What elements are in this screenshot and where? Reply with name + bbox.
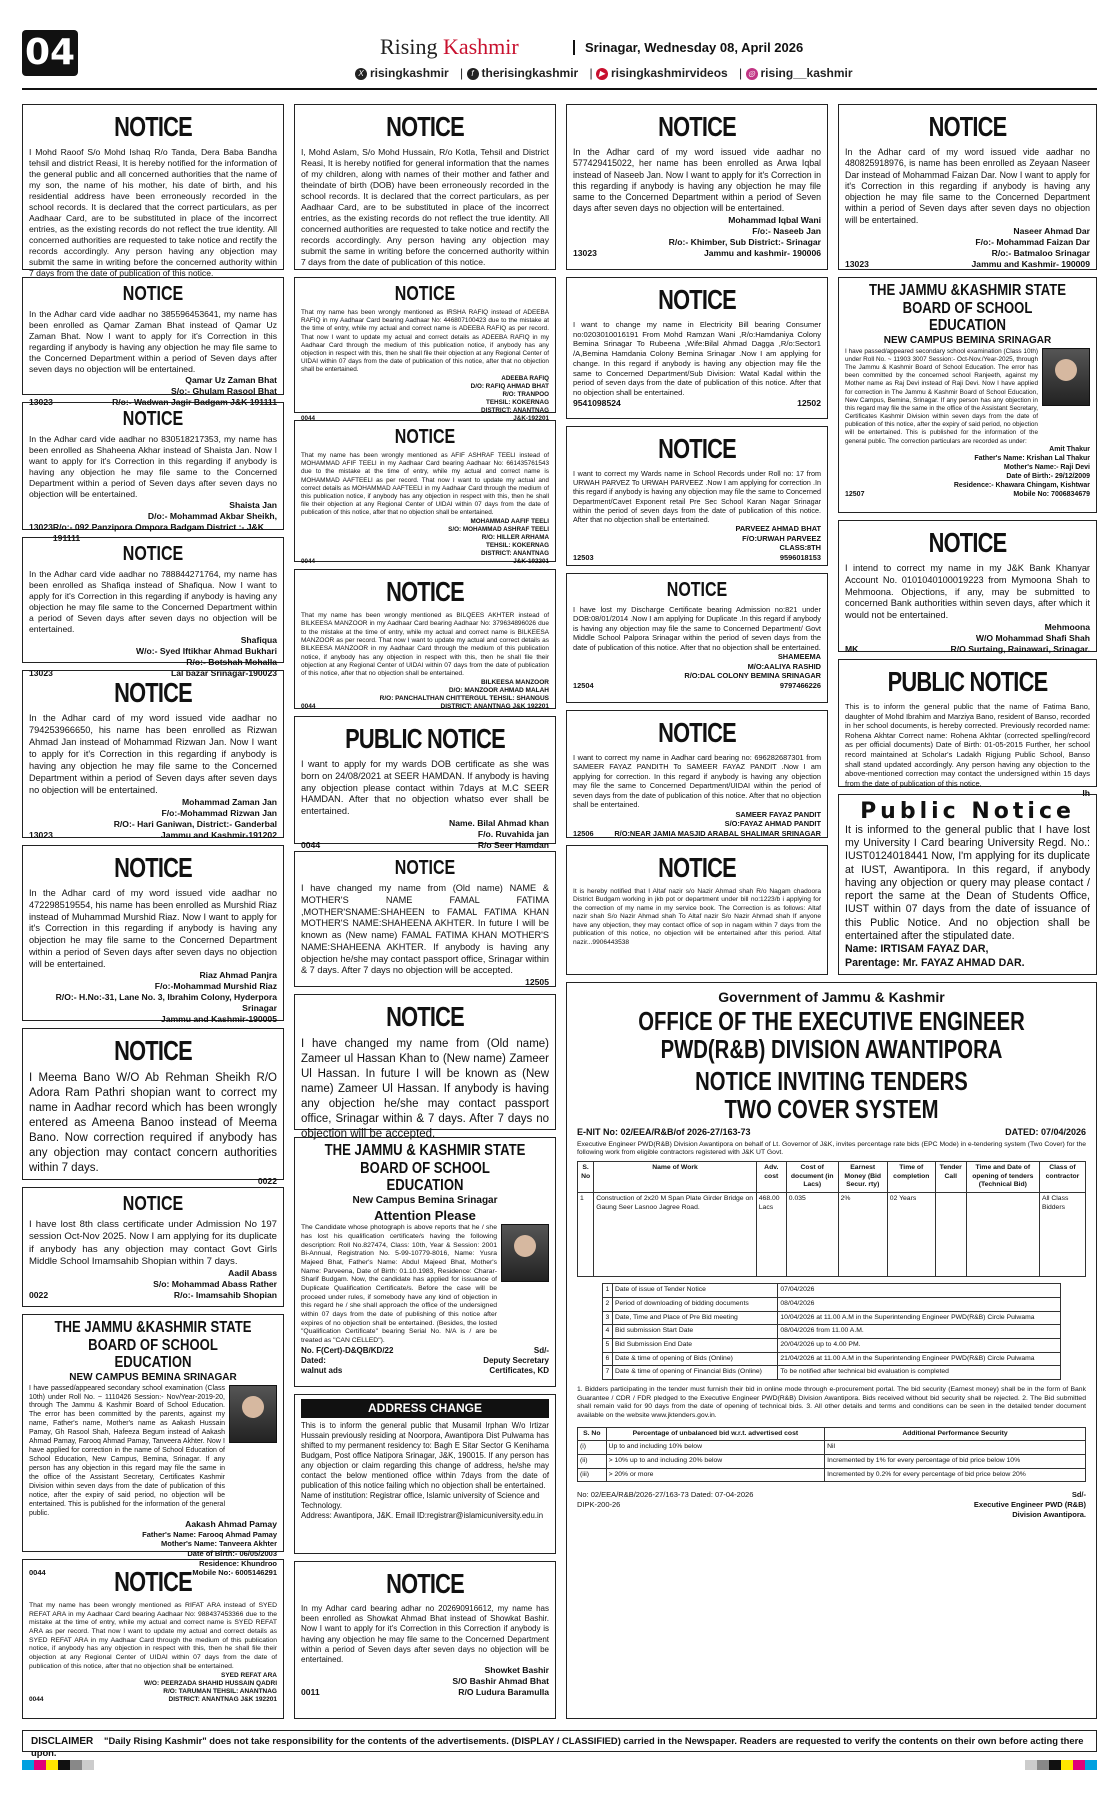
signature-line: Executive Engineer PWD (R&B) — [973, 1500, 1086, 1510]
social-x[interactable]: X risingkashmir — [355, 66, 449, 80]
notice-18 — [294, 851, 556, 987]
header-rule — [22, 88, 1097, 90]
table-row: 2 Period of downloading of bidding documents 08/04/2026 — [603, 1297, 1060, 1311]
tender-title: NOTICE INVITING TENDERS — [695, 1066, 968, 1097]
notice-title: NOTICE — [658, 111, 736, 142]
notice-title: NOTICE — [394, 426, 456, 448]
notice-body: I have passed/appeared secondary school examination (Class 10th) under Roll No. ~ 11903 3007 Session:- Oct-Nov./Year-2025, through The Jammu & Kashmir Board of School Education. The error has been committed by the concerned school Ranjeeth, against my Mother name as Raj Devi instead of Raji Devi. Now I have applied for correction in The Jammu & Kashmir Board of School Education, New Campus, Bemina, Srinagar. If any person has any objection in this regard may file the same in the office of the Assistant Secretary, Certificates Kashmir Division within seven days from the date of publication of this notice, after the expiry of said period, no objection will be entertained. This is published for the information of the general public. The correction particulars are recorded as under: — [845, 347, 1038, 445]
signature-line: R/O:DAL COLONY BEMINA SRINAGAR — [684, 671, 821, 681]
notice-footer: 13023 R/o:- 092 Panzipora Ompora Badgam District :- J&K 191111 — [29, 522, 264, 543]
instagram-icon: ◎ — [746, 68, 758, 80]
notice-footer: 0044 DISTRICT: ANANTNAG J&K 192201 — [301, 703, 549, 711]
signature-line: Division Awantipora. — [1012, 1509, 1086, 1519]
signature-line: R/O:- H.No:-31, Lane No. 3, Ibrahim Colony, Hyderpora Srinagar — [55, 992, 277, 1014]
notice-2 — [294, 104, 556, 270]
notice-14 — [294, 277, 556, 422]
table-cell: All Class Bidders — [1039, 1193, 1085, 1277]
notice-body: I have changed my name from (Old name) Zameer ul Hassan Khan to (New name) Zameer Ul Hassan. In future I will be known as (New name) Zameer Ul Hassan. If anybody is having any objection he/she may contact passport office, Srinagar within & 7 days. After 7 days no objection will be accepted. — [301, 1038, 549, 1140]
notice-title: THE JAMMU &KASHMIR STATE BOARD OF SCHOOL EDUCATION — [54, 1319, 252, 1372]
notice-ref: No. F(Cert)-D&QB/KD/22 Sd/- — [301, 1345, 549, 1355]
dateline: Srinagar, Wednesday 08, April 2026 — [573, 40, 803, 55]
notice-body: This is to inform the general public that the name of Fatima Bano, daughter of Mohd Ibrahim and Marziya Bano, resident of Banso, recorded in her school documents, is hereby corrected. Previously recorded name: Rohena Akhtar Correct name: Rohena Akhtar (corrected spelling/record as per official documents) Date of Birth: 01-05-2015 Further, her school record maintained at Scholar's Ladakh Rigjung Public School, Banso shall stand updated accordingly. Any person having any objection to the above-mentioned correction may contact the undersigned within 15 days from the date of publication of this notice. — [845, 702, 1090, 788]
notice-footer: 13023 Jammu and kashmir- 190006 — [573, 247, 821, 258]
table-header: S. No — [578, 1162, 594, 1193]
tender-code: DIPK-200-26 — [577, 1500, 621, 1510]
signature-line: W/O: PEERZADA SHAHID HUSSAIN QADRI — [143, 1679, 277, 1687]
signature-line: F/o:- Mohammad Faizan Dar — [975, 236, 1090, 247]
tender-gov: Government of Jammu & Kashmir — [718, 989, 945, 1005]
notice-title: NOTICE — [122, 408, 184, 430]
signature-line: R/O: TRANPOO — [502, 390, 549, 398]
signature-line: R/o:- Botshah Mohalla — [186, 657, 277, 667]
signature-line: D/O: MANZOOR AHMAD MALAH — [448, 686, 549, 694]
tender-schedule — [602, 1283, 1060, 1380]
notice-body: In the Adhar card vide aadhar no 830518217353, my name has been enrolled as Shaheena Akhar instead of Shaista Jan. Now I want to apply for it's Correction in this regarding if anybody is having any objection he may file same to the Concerned Department within a period of Seven days after seven days no objection will be entertained. — [29, 434, 277, 499]
table-row: 5 Bid Submission End Date 20/04/2026 up to 4.00 PM. — [603, 1338, 1060, 1352]
signature-line: F/o. Ruvahida jan — [477, 828, 549, 839]
table-header: Tender Call — [935, 1162, 966, 1193]
notice-body: I want to apply for my wards DOB certificate as she was born on 24/08/2021 at SEER HAMDAN. If anybody is having any objection please contact within 7days at M.C SEER HAMDAN. After that no objection whatso ever shall be entertained. — [301, 759, 549, 817]
notice-subtitle: New Campus Bemina Srinagar — [352, 1194, 498, 1206]
notice-footer: 12504 9797466226 — [573, 680, 821, 690]
masthead — [380, 34, 1100, 58]
notice-21-address-change — [294, 1394, 556, 1554]
notice-title: THE JAMMU &KASHMIR STATE BOARD OF SCHOOL EDUCATION — [868, 282, 1067, 335]
notice-body: I Meema Bano W/O Ab Rehman Sheikh R/O Adora Ram Pathri shopian want to correct my name in Aadhar record which has been wrongly entered as Ameena Banoo instead of Meema Bano. Now correction required if anybody has any objection may contact concern authorities within 7 days. — [29, 1072, 277, 1174]
notice-17 — [294, 716, 556, 850]
notice-23 — [566, 277, 828, 419]
notice-body: I intend to correct my name in my J&K Bank Khanyar Account No. 0101040100019223 from Mymoona Shah to Mehmoona. Objections, if any, may be submitted to concerned Bank authorities within seven days, after which it would not be entertained. — [845, 563, 1090, 621]
table-cell: Construction of 2x20 M Span Plate Girder Bridge on Gaung Seer Lasnoo Jagree Road. — [594, 1193, 757, 1277]
signature-line: F/o:-Mohammad Rizwan Jan — [161, 807, 277, 818]
notice-footer: 0011 R/O Ludura Baramulla — [301, 1687, 549, 1698]
table-header-row — [578, 1162, 1086, 1193]
tender-notice — [566, 982, 1097, 1719]
signature-line: Mother's Name: Tanveera Akhter — [161, 1539, 277, 1549]
signature-line: W/O Mohammad Shafi Shah — [975, 632, 1090, 643]
signature-line: R/O:- Hari Ganiwan, District:- Ganderbal — [113, 818, 277, 829]
notice-footer: 12506 R/O:NEAR JAMIA MASJID ARABAL SHALIMAR SRINAGAR — [573, 828, 821, 838]
tender-office: OFFICE OF THE EXECUTIVE ENGINEER PWD(R&B) DIVISION AWANTIPORA — [638, 1005, 1025, 1064]
table-row: (i) Up to and including 10% below Nil — [578, 1441, 1086, 1455]
notice-11 — [22, 1187, 284, 1307]
signature-line: M/O:AALIYA RASHID — [747, 661, 821, 671]
notice-title: NOTICE — [658, 284, 736, 315]
signature-line: D/o:- Mohammad Akbar Sheikh, — [147, 511, 277, 521]
signature-name: BILKEESA MANZOOR — [480, 678, 549, 686]
notice-title: NOTICE — [122, 283, 184, 305]
table-header: Time and Date of opening of tenders (Technical Bid) — [966, 1162, 1039, 1193]
notice-body: That my name has been wrongly mentioned as AFIF ASHRAF TEELI instead of MOHAMMAD AFIF TEELI in my Aadhaar Card bearing Aadhaar No: 661435761543 due to the mistake at the time of entry, while my actual and correct name is MOHAMMAD AAFTEELI as per record. That now I want to update my actual and correct details as MOHAMMAD AAFTEELI in my Aadhaar Card through the medium of this publication notice, if anybody has any objection in respect with this, then he shall file their objection at any Regional Center of UIDAI within 07 days from the date of publication of this notice, after that no objection shall be entertained. — [301, 452, 549, 517]
signature-line: F/o:- Naseeb Jan — [752, 225, 821, 236]
signature-name: Aadil Abass — [228, 1268, 277, 1279]
signature-line: DISTRICT: ANANTNAG — [481, 406, 549, 414]
notice-title: PUBLIC NOTICE — [887, 666, 1048, 697]
social-youtube[interactable]: ▶ risingkashmirvideos — [596, 66, 728, 80]
notice-code: 0022 — [257, 1175, 277, 1186]
notice-footer: 13023 R/o:- Wadwan Jagir Badgam J&K 191111 — [29, 397, 277, 407]
notice-body: In the Adhar card of my word issued vide aadhar no 480825918976, is name has been enrolled as Zeyaan Naseer Dar instead of Mohammad Faizan Dar. Now I want to apply for it's Correction in this regarding if anybody is having any objection he may file same to the Concerned Department within a period of Seven days after seven days no objection will be entertained. — [845, 147, 1090, 225]
notice-body: I want to correct my name in Aadhar card bearing no: 696282687301 from SAMEER FAYAZ PANDITH To SAMEER FAYAZ PANDIT .Now I am applying for correction. In this regard if anybody is having any objection may file the same to Concerned Department/UIDAI within the period of seven days from the date of publication of this notice. After that no objection shall be entertained. — [573, 753, 821, 810]
signature-name: SAMEER FAYAZ PANDIT — [735, 809, 821, 819]
notice-body: This is to inform the general public that Musamil Irphan W/o Irtizar Hussain previously residing at Noorpora, Awantipora Dist Pulwama has shifted to my permanent residency to: Bagh E Sitar Sector G Kenihama Budgam, Post office Natipora Srinagar, J&K, 190015. If any person has any objection or claim regarding this change of address, he/she may contact the below mentioned office within 7days from the date of publication of this notice failing which no objection shall be entertained. — [301, 1421, 549, 1491]
facebook-icon: f — [467, 68, 479, 80]
signature-name: SYED REFAT ARA — [221, 1671, 277, 1679]
notice-body: I want to change my name in Electricity Bill bearing Consumer no:0203010016191 From Mohd Ramzan Wani ,R/o:Hamdaniya Colony Bemina Srinagar To Rubeena ,Wife:Bilal Ahmad Dagga ,R/o:Sector1 /A,Bemina Hamdania Colony Bemina Srinagar .Now I am applying for change. In this regard if anybody is having any objection may file the same to Concerned Department/Sub Division: Watal Kadal within the period of seven days from the date of publication of this notice. After that no objection shall be entertained. — [573, 320, 821, 398]
tender-performance-table — [577, 1427, 1086, 1483]
notice-footer: 12503 9596018153 — [573, 552, 821, 562]
signature-name: Naseer Ahmad Dar — [1013, 225, 1090, 236]
signature-line: S/O Bashir Ahmad Bhat — [452, 1676, 549, 1687]
signature-name: Mohammad Iqbal Wani — [728, 214, 821, 225]
notice-title: NOTICE — [122, 543, 184, 565]
table-cell: 2% — [838, 1193, 887, 1277]
notice-title: NOTICE — [114, 111, 192, 142]
notice-footer: walnut ads Certificates, KD — [301, 1366, 549, 1376]
disclaimer-label: DISCLAIMER — [31, 1736, 94, 1747]
signature-name: Name. Bilal Ahmad khan — [449, 817, 549, 828]
notice-28-jkbose — [838, 277, 1097, 513]
signature-line: Jammu and Kashmir-190005 — [160, 1014, 277, 1025]
notice-title: NOTICE — [386, 576, 464, 607]
signature-name: Riaz Ahmad Panjra — [199, 970, 277, 981]
table-header-row: S. No Percentage of unbalanced bid w.r.t. advertised cost Additional Performance Security — [578, 1427, 1086, 1441]
table-header: Earnest Money (Bid Secur. rty) — [838, 1162, 887, 1193]
signature-line: F/o:-Mohammad Murshid Riaz — [154, 981, 277, 992]
notice-20-jkbose — [294, 1137, 556, 1387]
table-header: Adv. cost — [756, 1162, 786, 1193]
signature-line: TEHSIL: KOKERNAG — [486, 398, 549, 406]
notice-body: I, Mohd Aslam, S/o Mohd Hussain, R/o Kotla, Tehsil and District Reasi, It is hereby notified for general information that the names of my children, along with names of their mother and father and theindate of birth (DOB) have been erroneously recorded in the school records. It is declared that the correct particulars, as per Aadhaar Card, are to be substituted in place of the incorrect entries, as the existing records do not reflect the true identity. All concerned authorities are requested to take notice and rectify the records accordingly. Any person having any objection may submit the same in writing before the concerned authority within 7 days from the date of publication of this notice. — [301, 147, 549, 267]
notice-body: It is informed to the general public that I have lost my University I Card bearing University Regd. No.: IUST0124018441 Now, I'm applying for its duplicate at IUST, Awantipora. In this regard, if anybody having any objection or query may please contact / report the same at the Dean of Students Office, IUST within 07 days from the date of issuance of this Public Notice. And no objection shall be entertained after the stipulated date. — [845, 824, 1090, 942]
signature-name: Shafiqua — [240, 635, 277, 645]
notice-31 — [838, 794, 1097, 975]
notice-body: In the Adhar card of my word issued vide aadhar no 577429415022, her name has been enrolled as Arwa Iqbal instead of Naseeb Jan. Now I want to apply for it's Correction in this regarding if anybody is having any objection he may file same to the Concerned Department within a period of Seven days after seven days no objection will be entertained. — [573, 147, 821, 214]
notice-6 — [22, 402, 284, 543]
page-number: 04 — [22, 30, 78, 76]
notice-code: 12505 — [525, 977, 549, 988]
table-cell: 468.00 Lacs — [756, 1193, 786, 1277]
notice-footer: 0044 DISTRICT: ANANTNAG J&K 192201 — [29, 1696, 277, 1704]
notice-heading: Attention Please — [374, 1207, 476, 1223]
notice-title: NOTICE — [386, 111, 464, 142]
signature-line: R/O: HILLER ARHAMA — [481, 533, 549, 541]
notice-title: ADDRESS CHANGE — [301, 1399, 549, 1418]
table-row: (ii) > 10% up to and including 20% below Incremented by 1% for every percentage of bid price below 10% — [578, 1455, 1086, 1469]
signature-line: W/o:- Syed Iftikhar Ahmad Bukhari — [135, 646, 277, 656]
notice-footer: 0022 R/o:- Imamsahib Shopian — [29, 1290, 277, 1301]
notice-title: NOTICE — [114, 1566, 192, 1597]
color-registration-left — [22, 1760, 94, 1770]
notice-title: NOTICE — [928, 527, 1007, 558]
notice-body: It is hereby notified that I Altaf nazir s/o Nazir Ahmad shah R/o Nagam chadoora District Budgam working in jkb pot or department under bill no:1223/b i applying for the correction of my name in my service book. The Correction is as follows: Altaf nazir shah S/o Nazir Ahmad shah To Altaf nazir S/o Nazir Ahmad shah If anyone have any objection, they may contact office of sop in nagam within 7 days from the publication of this notice, no objection will be entertained after this period. Altaf nazir...9906443538 — [573, 888, 821, 946]
notice-title: NOTICE — [658, 852, 736, 883]
disclaimer-text: "Daily Rising Kashmir" does not take responsibility for the contents of the advertisements. (DISPLAY / CLASSIFIED) carried in the Newspaper. Readers are requested to verify the contents on their own before acting there upon. — [31, 1735, 1084, 1758]
signature-line: Residence:- Khawara Chingam, Kishtwar — [953, 481, 1090, 489]
signature-line: Mother's Name:- Raji Devi — [1003, 463, 1090, 471]
color-registration-right — [1025, 1760, 1097, 1770]
notice-title: NOTICE — [114, 677, 192, 708]
institution-address: Address: Awantipora, J&K. Email ID:registrar@islamicuniversity.edu.in — [301, 1511, 544, 1521]
notice-title: NOTICE — [122, 1193, 184, 1215]
x-icon: X — [355, 68, 367, 80]
table-cell — [935, 1193, 966, 1277]
notice-body: I want to correct my Wards name in School Records under Roll no: 17 from URWAH PARVEZ To URWAH PARVEEZ .Now I am applying for correction .In this regard if anybody is having any objection may file the same to Concerned Department/Cavet Exponent retail Pre Sec School Karan Nagar Srinagar within the period of seven days from the date of publication of this notice. After that no objection shall be entertained. — [573, 469, 821, 525]
notice-title: NOTICE — [928, 111, 1007, 142]
notice-body: I have changed my name from (Old name) NAME & MOTHER'S NAME FAMAL FATIMA ,MOTHER'SNAME:SHAHEEN to FAMAL FATIMA KHAN MOTHER'S NAME:SHAHEENA AKHTER. In future I will be known as (New name) FAMAL FATIMA KHAN MOTHER'S NAME:SHAHEENA AKHTER. If anybody is having any objection he/she may contact passport office, Srinagar within & 7 days. After 7 days no objection will be accepted. — [301, 883, 549, 976]
table-row: 6 Date & time of opening of Bids (Online) 21/04/2026 at 11.00 A.M in the Superintending Engineer PWD(R&B) Circle Pulwama — [603, 1352, 1060, 1366]
notice-body: That my name has been wrongly mentioned as BILQEES AKHTER instead of BILKEESA MANZOOR in my Aadhaar Card bearing Aadhaar No: 379634896026 due to the mistake at the time of entry, while my actual and correct name is BILKEESA MANZOOR as per record. That now I want to update my actual and correct details as BILKEESA MANZOOR in my Aadhaar Card through the medium of this publication notice, if anybody has any objection in respect with this, then he shall file their objection at any Regional Center of UIDAI within 07 days from the date of publication of this notice, after that no objection shall be entertained. — [301, 612, 549, 678]
notice-subtitle: NEW CAMPUS BEMINA SRINAGAR — [883, 334, 1052, 346]
notice-footer: 0044 Mobile No:- 6005146291 — [29, 1568, 277, 1578]
tender-ref: E-NIT No: 02/EEA/R&B/of 2026-27/163-73 DATED: 07/04/2026 — [577, 1127, 1086, 1138]
notice-5 — [22, 277, 284, 407]
signature-name: Aakash Ahmad Pamay — [185, 1518, 277, 1529]
signature-line: Residence: Khundroo — [199, 1558, 277, 1568]
notice-title: NOTICE — [658, 433, 736, 464]
signature-line: TEHSIL: KOKERNAG — [486, 541, 549, 549]
notice-body: The Candidate whose photograph is above reports that he / she has lost his qualification certificate/s having the following description: Roll No.827474, Class: 10th, Year & Session: 2001 Bi-Annual, Registration No. 5-99-10779-8016, Name: Yusra Majeed Bhat, Father's Name: Abdul Majeed Bhat, Mother's Name: Parveena, Date of Birth: 01.10.1983, Residence: Charar-Sharif Budgam. Now, the candidate has applied for issuance of Duplicate Qualification Certificate/s. Before the case will be proceed under rules, if somebody have any kind of objection in this regard he / she shall approach the office of the undersigned within 07 days from the date of publishing of this notice after expires of no objection shall be entertained. (Besides, the losted "Qualification Certificate" bearing Serial No. N/A is / are be treated as "CAN CELLED"). — [301, 1224, 497, 1345]
signature-name: PARVEEZ AHMAD BHAT — [735, 524, 821, 534]
table-row: (iii) > 20% or more Incremented by 0.2% for every percentage of bid price below 20% — [578, 1468, 1086, 1482]
signature-name: Showket Bashir — [484, 1665, 549, 1676]
signature-line: Sd/- — [1071, 1490, 1086, 1500]
notice-subtitle: NEW CAMPUS BEMINA SRINAGAR — [69, 1371, 237, 1383]
notice-15 — [294, 420, 556, 565]
notice-8 — [22, 670, 284, 838]
brand-logo: Rising Kashmir — [380, 34, 519, 59]
notice-body: That my name has been wrongly mentioned as RIFAT ARA instead of SYED REFAT ARA in my Aadhaar Card bearing Aadhaar No: 988437453366 due to the mistake at the time of entry, while my actual and correct name is SYED REFAT ARA as per record. That now I want to update my actual and correct details as SYED REFAT ARA in my Aadhaar Card through the medium of this publication notice, if anybody has any objection in respect with this, then he shall file their objection at any Regional Center of UIDAI within 07 days from the date of publication of this notice, after that no objection shall be entertained. — [29, 1602, 277, 1670]
tender-intro: Executive Engineer PWD(R&B) Division Awantipora on behalf of Lt. Governor of J&K, invites percentage rate bids (EPC Mode) in e-tendering system (Two Cover) for the following work from eligible contractors registered with J&K UT Govt. — [577, 1140, 1086, 1157]
notice-12-jkbose — [22, 1314, 284, 1578]
notice-title: THE JAMMU & KASHMIR STATE BOARD OF SCHOOL EDUCATION — [324, 1142, 526, 1195]
notice-30 — [838, 659, 1097, 799]
social-facebook[interactable]: f therisingkashmir — [467, 66, 579, 80]
table-row: 3 Date, Time and Place of Pre Bid meeting 10/04/2026 at 11.00 A.M in the Superintending Engineer PWD(R&B) Circle Pulwama — [603, 1311, 1060, 1325]
signature-line: R/o:- Khimber, Sub District:- Srinagar — [668, 236, 821, 247]
table-cell: 1 — [578, 1193, 594, 1277]
signature-line: Date of Birth:- 06/05/2003 — [187, 1549, 277, 1559]
notice-title: NOTICE — [666, 579, 728, 601]
notice-title: NOTICE — [386, 1001, 464, 1032]
notice-body: In the Adhar card of my word issued vide aadhar no 794253966650, his name has been enrolled as Rizwan Ahmad Jan instead of Mohammad Rizwan Jan. Now I want to apply for it's Correction in this regarding if anybody is having any objection he may file same to the Concerned Department within a period of Seven days after seven days no objection will be entertained. — [29, 713, 277, 795]
table-header: Class of contractor — [1039, 1162, 1085, 1193]
institution-name: Name of institution: Registrar office, Islamic university of Science and Technology. — [301, 1491, 540, 1511]
table-cell: 0.035 — [786, 1193, 838, 1277]
signature-line: S/o: Mohammad Abass Rather — [153, 1279, 277, 1290]
notice-7 — [22, 537, 284, 678]
tender-notes: 1. Bidders participating in the tender must furnish their bid in online mode through e-procurement portal. The bid security (Earnest money) shall be in the form of Bank Guarantee / CDR / FDR pledged to the Executive Engineer PWD(R&B) Division Awantipora. Bids received without bid security shall be rejected. 2. The Bid submitted shall remain valid for 90 days from the date of opening of technical bids. 3. All other details and terms and conditions can be seen in the detailed tender document available on the website www.jktenders.gov.in. — [577, 1385, 1086, 1420]
notice-body: I have lost my Discharge Certificate bearing Admission no:821 under DOB:08/01/2014 .Now I am applying for Duplicate .In this regard if anybody is having any objection may file the same to Concerned Department/ Govt Middle School Palpora Srinagar within the period of seven days from the date of publication of this notice. After that no objection shall be entertained. — [573, 605, 821, 652]
notice-body: I have lost 8th class certificate under Admission No 197 session Oct-Nov 2025. Now I am applying for its duplicate if anybody has any objection may contact Govt Girls Middle School Imamsahib Shopian within 7 days. — [29, 1219, 277, 1267]
notice-9 — [22, 845, 284, 1025]
notice-dated: Dated: Deputy Secretary — [301, 1356, 549, 1366]
notice-footer: 0044 J&K-192201 — [301, 557, 549, 565]
notice-body: In the Adhar card vide aadhar no 385596453641, my name has been enrolled as Qamar Zaman Bhat instead of Qamar Uz Zaman Bhat. Now I want to apply for it's Correction in this regarding if anybody is having any objection he may file same to the Concerned Department within a period of Seven days after seven days no objection will be entertained. — [29, 309, 277, 374]
table-header: Time of completion — [887, 1162, 935, 1193]
signature-line: F/O:URWAH PARVEEZ — [742, 533, 821, 543]
notice-4 — [838, 104, 1097, 270]
signature-line: CLASS:8TH — [779, 543, 821, 553]
notice-27 — [566, 845, 828, 975]
notice-body: In the Adhar card of my word issued vide aadhar no 472298519554, his name has been enrolled as Murshid Riaz instead of Muhammad Murshid Riaz. Now I want to apply for it's Correction in this regarding if anybody is having any objection he may file same to the Concerned Department within a period of Seven days after seven days no objection will be entertained. — [29, 888, 277, 969]
notice-1 — [22, 104, 284, 278]
signature-name: Mehmoona — [1044, 621, 1090, 632]
notice-3 — [566, 104, 828, 270]
notice-22 — [294, 1561, 556, 1719]
notice-title: NOTICE — [394, 283, 456, 305]
social-instagram[interactable]: ◎ rising__kashmir — [746, 66, 853, 80]
signature-line: S/O:FAYAZ AHMAD PANDIT — [724, 819, 821, 829]
signature-line: R/O: PANCHALTHAN CHITTERGUL TEHSIL: SHANGUS — [379, 695, 549, 703]
notice-10 — [22, 1028, 284, 1186]
notice-16 — [294, 569, 556, 709]
tender-subtitle: TWO COVER SYSTEM — [724, 1094, 939, 1125]
signature-name: SHAMEEMA — [777, 652, 821, 662]
notice-title: NOTICE — [114, 1035, 192, 1066]
signature-line: Date of Birth:- 29/12/2009 — [1006, 472, 1090, 480]
table-row: 7 Date & time of opening of Financial Bids (Online) To be notified after technical bid evaluation is completed — [603, 1366, 1060, 1380]
notice-footer: 9541098524 12502 — [573, 397, 821, 408]
notice-footer: 13023 Lal bazar Srinagar-190023 — [29, 668, 277, 678]
notice-footer: 0044 R/o Seer Hamdan — [301, 839, 549, 850]
notice-title: NOTICE — [114, 852, 192, 883]
notice-19 — [294, 994, 556, 1140]
signature-name: Qamar Uz Zaman Bhat — [185, 375, 277, 385]
signature-name: ADEEBA RAFIQ — [501, 374, 549, 382]
notice-13 — [22, 1559, 284, 1719]
social-links: X risingkashmir | f therisingkashmir | ▶ risingkashmirvideos | ◎ rising__kashmir — [355, 66, 861, 80]
notice-body: In the Adhar card vide aadhar no 788844271764, my name has been enrolled as Shafiqa instead of Shafiqua. Now I want to apply for it's Correction in this regarding if anybody is having any objection he may file same to the Concerned Department within a period of Seven days after seven days no objection will be entertained. — [29, 569, 277, 634]
notice-footer: MK R/O Surtaing, Rainawari, Srinagar. — [845, 643, 1090, 654]
table-row: 1 Date of issue of Tender Notice 07/04/2026 — [603, 1284, 1060, 1298]
notice-body: I Mohd Raoof S/o Mohd Ishaq R/o Tanda, Dera Baba Bandha tehsil and district Reasi, It is hereby notified for the information of the general public and all concerned authorities that the name of my son, the name of his mother, his date of birth, and his residential address have been erroneously recorded in the school records. It is declared that the correct particulars, as per Aadhaar Card, are to be substituted in place of the incorrect entries, as the existing records do not reflect the true identity. All concerned authorities are requested to take notice and rectify the records accordingly. Any person having any objection may submit the same in writing before the concerned authority within 7 days from the date of publication of this notice. — [29, 147, 277, 278]
notice-body: That my name has been wrongly mentioned as IRSHA RAFIQ instead of ADEEBA RAFIQ in my Aadhaar Card bearing Aadhaar No: 446807100423 due to the mistake at the time of entry, while my actual and correct name is ADEEBA RAFIQ as per record. That now I want to update my actual and correct details as ADEEBA RAFIQ in my Aadhaar Card through the medium of this publication notice, if anybody has any objection in respect with this, then he shall file their objection at any Regional Center of UIDAI within 07 days from the date of publication of this notice, after that no objection shall be entertained. — [301, 309, 549, 374]
table-cell — [966, 1193, 1039, 1277]
signature-line: S/O: MOHAMMAD ASHRAF TEELI — [448, 525, 549, 533]
notice-body: In my Adhar card bearing adhar no 202690916612, my name has been enrolled as Showkat Ahmad Bhat instead of Showkat Bashir. Now I want to apply for it's Correction in this Correction if anybody is having any objection he may file same to the Concerned Department within a period of Seven days after seven days no objection will be entertained. — [301, 1604, 549, 1665]
signature-line: R/O: TARUMAN TEHSIL: ANANTNAG — [163, 1688, 277, 1696]
signature-line: Father's Name: Farooq Ahmad Pamay — [142, 1529, 277, 1539]
notice-footer: 0044 J&K-192201 — [301, 414, 549, 422]
table-cell: 02 Years — [887, 1193, 935, 1277]
notice-footer: 13023 Jammu and Kashmir-191202 — [29, 829, 277, 840]
notice-footer: 13023 Jammu and Kashmir- 190009 — [845, 258, 1090, 269]
signature-line: D/O: RAFIQ AHMAD BHAT — [470, 382, 549, 390]
signature-name: MOHAMMAD AAFIF TEELI — [470, 517, 549, 525]
notice-title: PUBLIC NOTICE — [345, 723, 505, 754]
table-header: Cost of document (in Lacs) — [786, 1162, 838, 1193]
signature-name: Mohammad Zaman Jan — [181, 796, 277, 807]
signature-line: R/o:- Batmaloo Srinagar — [991, 247, 1090, 258]
applicant-name: Name: IRTISAM FAYAZ DAR, — [845, 943, 989, 956]
notice-24 — [566, 426, 828, 566]
signature-line: Father's Name: Krishan Lal Thakur — [974, 454, 1090, 462]
table-row — [578, 1193, 1086, 1277]
notice-title: NOTICE — [658, 717, 736, 748]
tender-refs: No: 02/EEA/R&B/2026-27/163-73 Dated: 07-04-2026 — [577, 1490, 754, 1500]
youtube-icon: ▶ — [596, 68, 608, 80]
signature-line: DISTRICT: ANANTNAG — [481, 549, 549, 557]
signature-name: Shaista Jan — [229, 500, 277, 510]
notice-code: lh — [1082, 788, 1090, 799]
signature-name: Amit Thakur — [1049, 445, 1090, 453]
table-row: 4 Bid submission Start Date 08/04/2026 from 11.00 A.M. — [603, 1325, 1060, 1339]
notice-25 — [566, 573, 828, 703]
signature-line: S/o:- Ghulam Rasool Bhat — [171, 386, 277, 396]
notice-footer: 12507 Mobile No: 7006834679 — [845, 490, 1090, 498]
notice-29 — [838, 520, 1097, 652]
notice-title: Public Notice — [860, 799, 1075, 824]
table-header: Name of Work — [594, 1162, 757, 1193]
candidate-photo — [501, 1224, 549, 1282]
notice-title: NOTICE — [386, 1568, 464, 1599]
notice-26 — [566, 710, 828, 838]
applicant-parentage: Parentage: Mr. FAYAZ AHMAD DAR. — [845, 956, 1025, 969]
disclaimer — [22, 1730, 1097, 1758]
notice-title: NOTICE — [394, 857, 456, 879]
notice-body: I have passed/appeared secondary school examination (Class 10th) under Roll No. ~ 1110426 Session:- Nov/Year-2019-20, through The Jammu & Kashmir Board of School Education. The error has been committed by the parents, against my name, Father's name, Mother's name as Aakash Hussain Pamay, Gh Rasool Shah, Hafeeza Begum instead of Aakash Ahmad Pamay, Farooq Ahmad Pamay, Tanveera Akhter. Now I have applied for correction in the name of School Education of School Education, New Campus, Bemina, Srinagar. If any person has any objection in this regard may file the same in the office of the Assistant Secretary, Certificates Kashmir Division within seven days from the date of publication of this notice, after the expiry of said period, no objection will be entertained. This is published for the information of the general public. — [29, 1384, 225, 1517]
candidate-photo — [229, 1385, 277, 1443]
candidate-photo — [1042, 348, 1090, 406]
tender-table — [577, 1161, 1086, 1277]
